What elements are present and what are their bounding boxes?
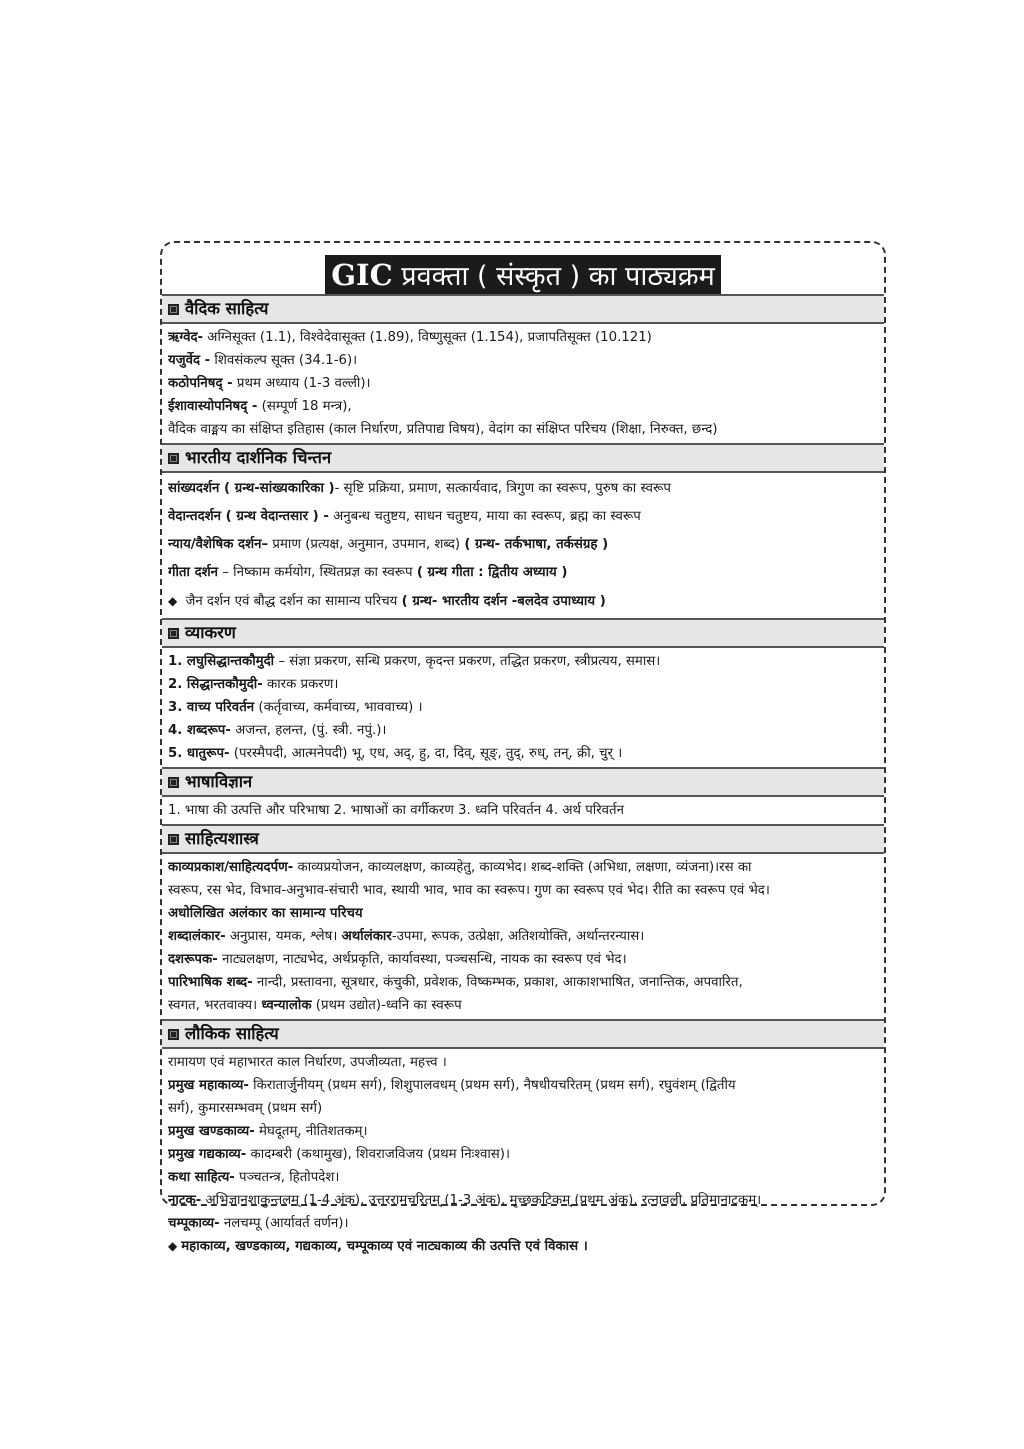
section-heading-text: लौकिक साहित्य bbox=[185, 1024, 279, 1043]
line-label: 5. धातुरूप- bbox=[168, 746, 230, 761]
line-text: नाट्यलक्षण, नाट्यभेद, अर्थप्रकृति, कार्यावस्था, पञ्चसन्धि, नायक का स्वरूप एवं भेद। bbox=[217, 952, 627, 967]
section-heading-text: भारतीय दार्शनिक चिन्तन bbox=[185, 448, 332, 467]
syllabus-line bbox=[168, 503, 878, 531]
line-text: प्रथम अध्याय (1-3 वल्ली)। bbox=[232, 376, 371, 391]
line-text: नान्दी, प्रस्तावना, सूत्रधार, कंचुकी, प्रवेशक, विष्कम्भक, प्रकाश, आकाशभाषित, जनान्तिक, अपवारित, bbox=[252, 975, 743, 990]
line-text: -उपमा, रूपक, उत्प्रेक्षा, अतिशयोक्ति, अर्थान्तरन्यास। bbox=[391, 929, 645, 944]
line-text: (सम्पूर्ण 18 मन्त्र), bbox=[257, 399, 352, 414]
section-heading bbox=[162, 767, 884, 797]
syllabus-line bbox=[168, 395, 878, 418]
syllabus-line bbox=[168, 879, 878, 902]
syllabus-content bbox=[162, 294, 884, 1260]
line-text: – संज्ञा प्रकरण, सन्धि प्रकरण, कृदन्त प्रकरण, तद्धित प्रकरण, स्त्रीप्रत्यय, समास। bbox=[274, 654, 661, 669]
line-label: प्रमुख गद्यकाव्य- bbox=[168, 1147, 247, 1162]
line-text: नलचम्पू (आर्यावर्त वर्णन)। bbox=[219, 1216, 349, 1231]
line-text: मेघदूतम्, नीतिशतकम्। bbox=[254, 1124, 368, 1139]
syllabus-line bbox=[168, 587, 878, 616]
section-heading bbox=[162, 294, 884, 324]
title-wrap bbox=[162, 255, 884, 297]
line-label: अधोलिखित अलंकार का सामान्य परिचय bbox=[168, 906, 363, 921]
syllabus-line bbox=[168, 1051, 878, 1074]
syllabus-line bbox=[168, 559, 878, 587]
syllabus-line bbox=[168, 1143, 878, 1166]
line-text: 1. भाषा की उत्पत्ति और परिभाषा 2. भाषाओं का वर्गीकरण 3. ध्वनि परिवर्तन 4. अर्थ परिवर्तन bbox=[168, 803, 624, 818]
line-text: किरातार्जुनीयम् (प्रथम सर्ग), शिशुपालवधम् (प्रथम सर्ग), नैषधीयचरितम् (प्रथम सर्ग), रघुवंशम् (द्वितीय bbox=[248, 1078, 736, 1093]
line-text: अनुप्रास, यमक, श्लेष। bbox=[225, 929, 342, 944]
syllabus-line bbox=[168, 349, 878, 372]
square-bullet-icon bbox=[168, 628, 179, 639]
syllabus-line bbox=[168, 971, 878, 994]
line-label: 1. लघुसिद्धान्तकौमुदी bbox=[168, 654, 275, 669]
line-text: (प्रथम उद्योत)-ध्वनि का स्वरूप bbox=[311, 998, 462, 1013]
title-latin: GIC bbox=[331, 258, 393, 292]
line-label: नाटक- bbox=[168, 1193, 202, 1208]
syllabus-line bbox=[168, 696, 878, 719]
syllabus-line bbox=[168, 1120, 878, 1143]
line-label: प्रमुख खण्डकाव्य- bbox=[168, 1124, 255, 1139]
syllabus-line bbox=[168, 372, 878, 395]
line-text: शिवसंकल्प सूक्त (34.1-6)। bbox=[210, 353, 358, 368]
section-heading bbox=[162, 824, 884, 854]
section-heading-text: साहित्यशास्त्र bbox=[185, 829, 259, 848]
line-text: अभिज्ञानशाकुन्तलम् (1-4 अंक), उत्तररामचरितम् (1-3 अंक), मृच्छकटिकम् (प्रथम अंक), रत्नावली, प्रतिमानाटकम्। bbox=[201, 1193, 762, 1208]
line-label: ईशावास्योपनिषद् - bbox=[168, 399, 258, 414]
syllabus-line bbox=[168, 1097, 878, 1120]
syllabus-line bbox=[168, 1212, 878, 1235]
section-heading bbox=[162, 618, 884, 648]
line-text: जैन दर्शन एवं बौद्ध दर्शन का सामान्य परिचय bbox=[181, 594, 402, 609]
line-tail: ( ग्रन्थ- भारतीय दर्शन -बलदेव उपाध्याय ) bbox=[401, 594, 606, 609]
line-tail: ( ग्रन्थ- तर्कभाषा, तर्कसंग्रह ) bbox=[464, 537, 609, 552]
line-label: पारिभाषिक शब्द- bbox=[168, 975, 253, 990]
line-label: 4. शब्दरूप- bbox=[168, 723, 231, 738]
section-heading-text: भाषाविज्ञान bbox=[185, 772, 253, 791]
line-text: कादम्बरी (कथामुख), शिवराजविजय (प्रथम निःश्वास)। bbox=[246, 1147, 511, 1162]
line-label: 3. वाच्य परिवर्तन bbox=[168, 700, 255, 715]
section-body bbox=[162, 797, 884, 824]
syllabus-line bbox=[168, 1074, 878, 1097]
square-bullet-icon bbox=[168, 834, 179, 845]
square-bullet-icon bbox=[168, 777, 179, 788]
syllabus-line bbox=[168, 799, 878, 822]
line-label-inline: ध्वन्यालोक bbox=[261, 998, 312, 1013]
diamond-bullet-icon: ◆ bbox=[168, 1239, 178, 1253]
line-text: काव्यप्रयोजन, काव्यलक्षण, काव्यहेतु, काव्यभेद। शब्द-शक्ति (अभिधा, लक्षणा, व्यंजना)।रस का bbox=[293, 860, 752, 875]
line-label: शब्दालंकार- bbox=[168, 929, 226, 944]
line-text: पञ्चतन्त्र, हितोपदेश। bbox=[234, 1170, 340, 1185]
line-label: सांख्यदर्शन ( ग्रन्थ-सांख्यकारिका ) bbox=[168, 481, 335, 496]
line-label: 2. सिद्धान्तकौमुदी- bbox=[168, 677, 263, 692]
line-label: ऋग्वेद- bbox=[168, 330, 204, 345]
line-text: वैदिक वाङ्मय का संक्षिप्त इतिहास (काल निर्धारण, प्रतिपाद्य विषय), वेदांग का संक्षिप्त परिचय (शिक्षा, निरुक्त, छन्द) bbox=[168, 422, 718, 437]
title-devanagari: प्रवक्ता ( संस्कृत ) का पाठ्यक्रम bbox=[392, 261, 715, 292]
syllabus-line bbox=[168, 719, 878, 742]
square-bullet-icon bbox=[168, 453, 179, 464]
section-body bbox=[162, 473, 884, 618]
section-heading-text: वैदिक साहित्य bbox=[185, 299, 269, 318]
section-body bbox=[162, 324, 884, 443]
line-text: अनुबन्ध चतुष्टय, साधन चतुष्टय, माया का स्वरूप, ब्रह्म का स्वरूप bbox=[328, 509, 641, 524]
line-text: रामायण एवं महाभारत काल निर्धारण, उपजीव्यता, महत्त्व । bbox=[168, 1055, 447, 1070]
line-label: चम्पूकाव्य- bbox=[168, 1216, 220, 1231]
line-label: प्रमुख महाकाव्य- bbox=[168, 1078, 249, 1093]
square-bullet-icon bbox=[168, 1029, 179, 1040]
line-label: दशरूपक- bbox=[168, 952, 218, 967]
line-text: अग्निसूक्त (1.1), विश्वेदेवासूक्त (1.89), विष्णुसूक्त (1.154), प्रजापतिसूक्त (10.121) bbox=[203, 330, 652, 345]
syllabus-line bbox=[168, 1166, 878, 1189]
section-heading bbox=[162, 443, 884, 473]
line-label-inline: अर्थालंकार bbox=[341, 929, 392, 944]
line-text: प्रमाण (प्रत्यक्ष, अनुमान, उपमान, शब्द) bbox=[268, 537, 465, 552]
syllabus-line bbox=[168, 742, 878, 765]
diamond-bullet-icon: ◆ bbox=[168, 594, 178, 608]
section-heading bbox=[162, 1019, 884, 1049]
line-text: (कर्तृवाच्य, कर्मवाच्य, भाववाच्य) । bbox=[254, 700, 423, 715]
line-text: - सृष्टि प्रक्रिया, प्रमाण, सत्कार्यवाद, त्रिगुण का स्वरूप, पुरुष का स्वरूप bbox=[334, 481, 671, 496]
syllabus-line bbox=[168, 418, 878, 441]
line-label: कथा साहित्य- bbox=[168, 1170, 235, 1185]
line-text: सर्ग), कुमारसम्भवम् (प्रथम सर्ग) bbox=[168, 1101, 323, 1116]
syllabus-line bbox=[168, 673, 878, 696]
line-label: काव्यप्रकाश/साहित्यदर्पण- bbox=[168, 860, 294, 875]
section-body bbox=[162, 1049, 884, 1260]
line-text: – निष्काम कर्मयोग, स्थितप्रज्ञ का स्वरूप bbox=[218, 565, 417, 580]
line-label: कठोपनिषद् - bbox=[168, 376, 233, 391]
syllabus-line bbox=[168, 475, 878, 503]
syllabus-line bbox=[168, 856, 878, 879]
section-body bbox=[162, 648, 884, 767]
syllabus-line bbox=[168, 994, 878, 1017]
line-tail: महाकाव्य, खण्डकाव्य, गद्यकाव्य, चम्पूकाव्य एवं नाट्यकाव्य की उत्पत्ति एवं विकास । bbox=[181, 1239, 588, 1254]
section-heading-text: व्याकरण bbox=[185, 623, 236, 642]
syllabus-line bbox=[168, 948, 878, 971]
syllabus-frame bbox=[160, 241, 886, 1254]
square-bullet-icon bbox=[168, 304, 179, 315]
line-label: गीता दर्शन bbox=[168, 565, 219, 580]
line-label: न्याय/वैशेषिक दर्शन– bbox=[168, 537, 269, 552]
syllabus-line bbox=[168, 650, 878, 673]
syllabus-line bbox=[168, 326, 878, 349]
line-text: स्वगत, भरतवाक्य। bbox=[168, 998, 262, 1013]
syllabus-line bbox=[168, 1235, 878, 1258]
syllabus-line bbox=[168, 925, 878, 948]
line-text: स्वरूप, रस भेद, विभाव-अनुभाव-संचारी भाव, स्थायी भाव, भाव का स्वरूप। गुण का स्वरूप एवं भेद। रीति का स्वरूप एवं भेद। bbox=[168, 883, 770, 898]
line-text: कारक प्रकरण। bbox=[262, 677, 339, 692]
line-label: वेदान्तदर्शन ( ग्रन्थ वेदान्तसार ) - bbox=[168, 509, 329, 524]
line-text: (परस्मैपदी, आत्मनेपदी) भू, एध, अद्, हु, दा, दिव्, सूङ्, तुद्, रुध्, तन्, क्री, चुर् । bbox=[229, 746, 623, 761]
line-label: यजुर्वेद - bbox=[168, 353, 211, 368]
syllabus-line bbox=[168, 1189, 878, 1212]
line-tail: ( ग्रन्थ गीता : द्वितीय अध्याय ) bbox=[416, 565, 568, 580]
syllabus-line bbox=[168, 902, 878, 925]
page-title bbox=[325, 255, 721, 297]
line-text: अजन्त, हलन्त, (पुं. स्त्री. नपुं.)। bbox=[230, 723, 387, 738]
syllabus-line bbox=[168, 531, 878, 559]
section-body bbox=[162, 854, 884, 1019]
